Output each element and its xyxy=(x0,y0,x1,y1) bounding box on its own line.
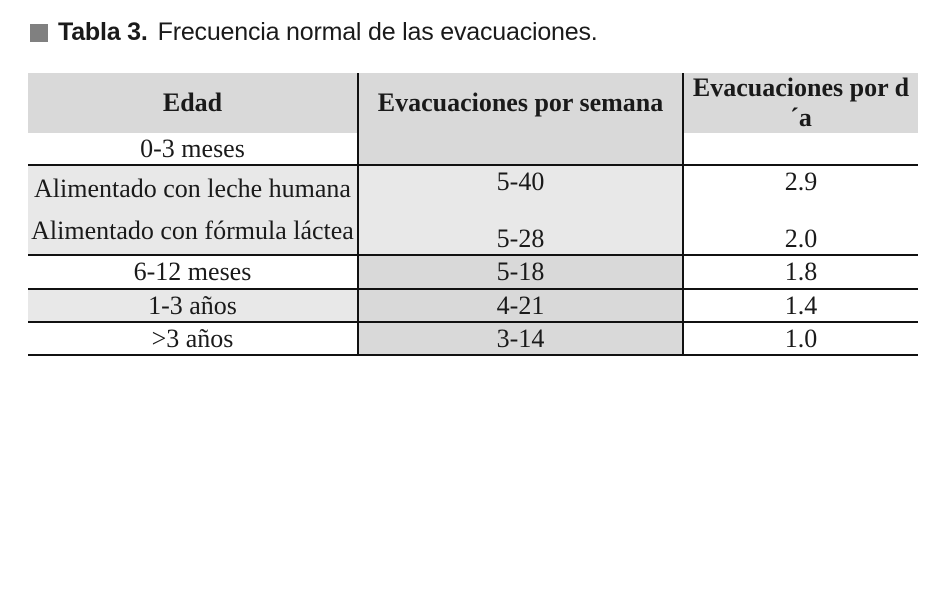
table-row xyxy=(28,133,918,165)
week-value-2: 5-28 xyxy=(496,224,545,254)
frequency-table xyxy=(28,73,918,356)
column-header-age: Edad xyxy=(28,73,358,133)
table-row xyxy=(28,165,918,255)
cell-day: 1.4 xyxy=(683,289,918,322)
table-row xyxy=(28,322,918,355)
caption-label: Tabla 3. xyxy=(58,18,148,46)
table-head xyxy=(28,73,918,133)
cell-week xyxy=(358,165,683,255)
age-line-1: Alimentado con leche humana xyxy=(34,174,351,204)
table-caption xyxy=(30,18,917,47)
cell-age xyxy=(28,165,358,255)
age-line-2: Alimentado con fórmula láctea xyxy=(31,216,354,246)
cell-day: 1.0 xyxy=(683,322,918,355)
cell-day: 1.8 xyxy=(683,255,918,288)
cell-age: 6-12 meses xyxy=(28,255,358,288)
square-marker-icon xyxy=(30,24,48,42)
week-value-1: 5-40 xyxy=(496,166,545,196)
table-row xyxy=(28,289,918,322)
day-value-1: 2.9 xyxy=(784,166,818,196)
column-header-per-week: Evacuaciones por semana xyxy=(358,73,683,133)
cell-day xyxy=(683,133,918,165)
table-row xyxy=(28,255,918,288)
column-header-per-day: Evacuaciones por d´a xyxy=(683,73,918,133)
cell-week: 5-18 xyxy=(358,255,683,288)
table-header-row xyxy=(28,73,918,133)
cell-age: 1-3 años xyxy=(28,289,358,322)
caption-text: Frecuencia normal de las evacuaciones. xyxy=(157,18,598,46)
cell-age: 0-3 meses xyxy=(28,133,358,165)
table-body xyxy=(28,133,918,355)
cell-week xyxy=(358,133,683,165)
cell-week: 3-14 xyxy=(358,322,683,355)
day-value-2: 2.0 xyxy=(784,224,818,254)
cell-week: 4-21 xyxy=(358,289,683,322)
cell-day xyxy=(683,165,918,255)
cell-age: >3 años xyxy=(28,322,358,355)
